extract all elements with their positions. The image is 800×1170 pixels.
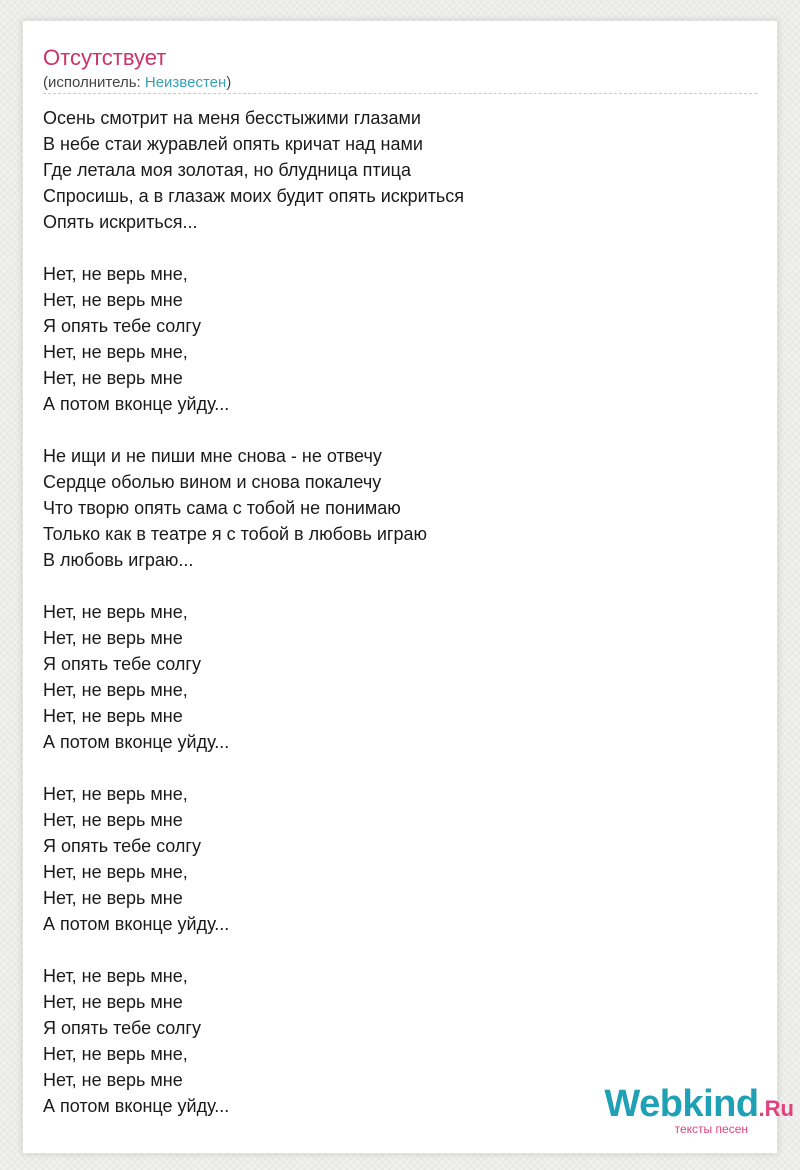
logo-tagline: тексты песен: [674, 1122, 748, 1136]
lyric-line: Нет, не верь мне: [43, 810, 183, 830]
lyric-line: Нет, не верь мне: [43, 628, 183, 648]
lyrics-card: [22, 20, 778, 1154]
stanza: [43, 781, 743, 937]
lyric-line: Я опять тебе солгу: [43, 654, 201, 674]
lyric-line: Нет, не верь мне: [43, 706, 183, 726]
stanza: [43, 599, 743, 755]
lyric-line: Нет, не верь мне: [43, 290, 183, 310]
lyric-line: В небе стаи журавлей опять кричат над нами: [43, 134, 423, 154]
lyric-line: Сердце оболью вином и снова покалечу: [43, 472, 382, 492]
lyric-line: Нет, не верь мне,: [43, 1044, 188, 1064]
lyric-line: Нет, не верь мне,: [43, 342, 188, 362]
lyric-line: В любовь играю...: [43, 550, 194, 570]
stanza: [43, 261, 743, 417]
lyric-line: Нет, не верь мне,: [43, 862, 188, 882]
lyric-line: Нет, не верь мне: [43, 992, 183, 1012]
lyric-line: А потом вконце уйду...: [43, 1096, 230, 1116]
lyric-line: Нет, не верь мне: [43, 368, 183, 388]
lyric-line: Опять искриться...: [43, 212, 198, 232]
artist-prefix: (исполнитель:: [43, 74, 145, 91]
lyric-line: Нет, не верь мне,: [43, 602, 188, 622]
artist-suffix: ): [226, 74, 232, 91]
lyric-line: Я опять тебе солгу: [43, 836, 201, 856]
lyric-line: Что творю опять сама с тобой не понимаю: [43, 498, 401, 518]
logo-tld: .Ru: [758, 1096, 794, 1121]
lyric-line: А потом вконце уйду...: [43, 732, 230, 752]
lyric-line: Нет, не верь мне: [43, 1070, 183, 1090]
lyric-line: Спросишь, а в глазаж моих будит опять искриться: [43, 186, 465, 206]
lyric-line: Нет, не верь мне,: [43, 784, 188, 804]
lyric-line: Не ищи и не пиши мне снова - не отвечу: [43, 446, 382, 466]
song-title: Отсутствует: [43, 45, 167, 70]
artist-link[interactable]: Неизвестен: [144, 74, 227, 91]
lyric-line: А потом вконце уйду...: [43, 394, 230, 414]
artist-line: [43, 74, 231, 92]
lyric-line: А потом вконце уйду...: [43, 914, 230, 934]
lyric-line: Только как в театре я с тобой в любовь играю: [43, 524, 427, 544]
lyric-line: Нет, не верь мне: [43, 888, 183, 908]
lyric-line: Осень смотрит на меня бесстыжими глазами: [43, 108, 421, 128]
lyric-line: Нет, не верь мне,: [43, 966, 188, 986]
lyric-line: Я опять тебе солгу: [43, 316, 201, 336]
lyrics-body: [43, 105, 743, 1145]
lyric-line: Нет, не верь мне,: [43, 680, 188, 700]
logo-word: Webkind: [604, 1083, 759, 1125]
stanza: [43, 105, 743, 235]
title-divider: [43, 93, 757, 94]
site-logo[interactable]: [604, 1084, 794, 1136]
lyric-line: Я опять тебе солгу: [43, 1018, 201, 1038]
lyric-line: Где летала моя золотая, но блудница птица: [43, 160, 412, 180]
lyric-line: Нет, не верь мне,: [43, 264, 188, 284]
stanza: [43, 443, 743, 573]
